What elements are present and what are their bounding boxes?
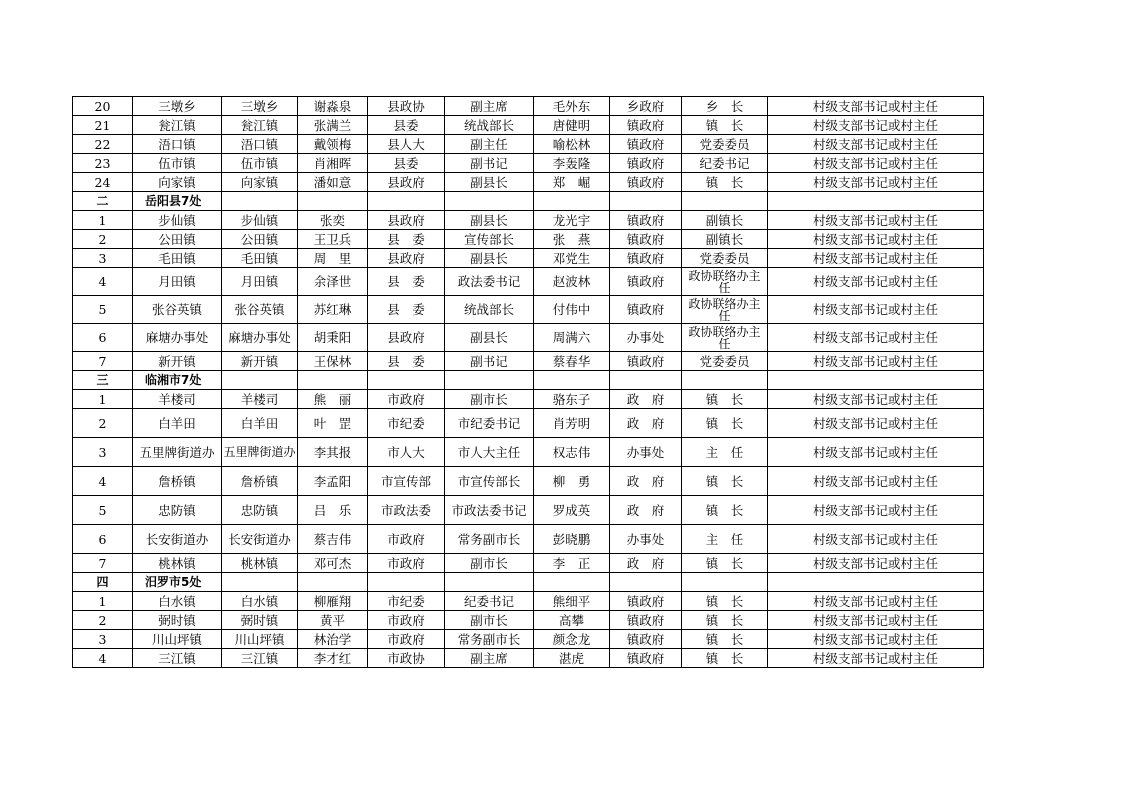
leader-unit-cell: 县 委	[368, 296, 445, 324]
cadre-name-cell: 柳 勇	[534, 467, 610, 496]
empty-cell	[682, 573, 768, 592]
leader-post-cell: 常务副市长	[445, 525, 534, 554]
empty-cell	[445, 371, 534, 390]
town-cell: 桃林镇	[222, 554, 298, 573]
empty-cell	[682, 371, 768, 390]
section-header-row	[73, 573, 984, 592]
table-row	[73, 116, 984, 135]
target-cell: 村级支部书记或村主任	[768, 173, 984, 192]
cadre-unit-cell: 镇政府	[610, 268, 682, 296]
seq-cell: 5	[73, 296, 133, 324]
seq-cell: 5	[73, 496, 133, 525]
target-cell: 村级支部书记或村主任	[768, 592, 984, 611]
leader-name-cell: 胡秉阳	[298, 324, 368, 352]
leader-post-cell: 政法委书记	[445, 268, 534, 296]
cadre-unit-cell: 政 府	[610, 467, 682, 496]
section-index: 三	[73, 371, 133, 390]
table-row	[73, 211, 984, 230]
target-cell: 村级支部书记或村主任	[768, 438, 984, 467]
target-cell: 村级支部书记或村主任	[768, 324, 984, 352]
town-cell: 川山坪镇	[222, 630, 298, 649]
seq-cell: 4	[73, 467, 133, 496]
cadre-unit-cell: 政 府	[610, 554, 682, 573]
leader-name-cell: 柳雁翔	[298, 592, 368, 611]
cadre-unit-cell: 镇政府	[610, 173, 682, 192]
target-cell: 村级支部书记或村主任	[768, 649, 984, 668]
table-row	[73, 611, 984, 630]
leader-unit-cell: 市纪委	[368, 409, 445, 438]
table-row	[73, 630, 984, 649]
cadre-unit-cell: 政 府	[610, 390, 682, 409]
leader-name-cell: 周 里	[298, 249, 368, 268]
cadre-name-cell: 罗成英	[534, 496, 610, 525]
leader-unit-cell: 市政府	[368, 525, 445, 554]
empty-cell	[768, 371, 984, 390]
leader-unit-cell: 县政府	[368, 173, 445, 192]
empty-cell	[610, 192, 682, 211]
leader-post-cell: 副市长	[445, 611, 534, 630]
table-row	[73, 296, 984, 324]
target-cell: 村级支部书记或村主任	[768, 409, 984, 438]
town-cell: 瓮江镇	[222, 116, 298, 135]
contact-unit-cell: 詹桥镇	[133, 467, 222, 496]
leader-post-cell: 市纪委书记	[445, 409, 534, 438]
contact-unit-cell: 麻塘办事处	[133, 324, 222, 352]
cadre-unit-cell: 镇政府	[610, 649, 682, 668]
town-cell: 公田镇	[222, 230, 298, 249]
leader-name-cell: 吕 乐	[298, 496, 368, 525]
leader-post-cell: 副县长	[445, 173, 534, 192]
seq-cell: 7	[73, 554, 133, 573]
contact-unit-cell: 伍市镇	[133, 154, 222, 173]
cadre-post-cell: 镇 长	[682, 409, 768, 438]
town-cell: 白羊田	[222, 409, 298, 438]
leader-unit-cell: 县委	[368, 116, 445, 135]
empty-cell	[222, 192, 298, 211]
leader-post-cell: 副主席	[445, 649, 534, 668]
cadre-name-cell: 赵波林	[534, 268, 610, 296]
empty-cell	[534, 192, 610, 211]
contact-unit-cell: 公田镇	[133, 230, 222, 249]
leader-unit-cell: 县政府	[368, 249, 445, 268]
leader-name-cell: 谢淼泉	[298, 97, 368, 116]
cadre-unit-cell: 镇政府	[610, 296, 682, 324]
cadre-name-cell: 唐健明	[534, 116, 610, 135]
cadre-post-cell: 镇 长	[682, 554, 768, 573]
table-row	[73, 97, 984, 116]
empty-cell	[298, 573, 368, 592]
table-row	[73, 268, 984, 296]
cadre-unit-cell: 镇政府	[610, 630, 682, 649]
contact-unit-cell: 新开镇	[133, 352, 222, 371]
contact-unit-cell: 白羊田	[133, 409, 222, 438]
cadre-name-cell: 付伟中	[534, 296, 610, 324]
seq-cell: 3	[73, 438, 133, 467]
cadre-unit-cell: 政 府	[610, 409, 682, 438]
cadre-post-cell: 纪委书记	[682, 154, 768, 173]
cadre-name-cell: 喻松林	[534, 135, 610, 154]
leader-unit-cell: 市政府	[368, 630, 445, 649]
town-cell: 向家镇	[222, 173, 298, 192]
empty-cell	[298, 371, 368, 390]
cadre-unit-cell: 镇政府	[610, 592, 682, 611]
contact-unit-cell: 忠防镇	[133, 496, 222, 525]
cadre-name-cell: 毛外东	[534, 97, 610, 116]
town-cell: 伍市镇	[222, 154, 298, 173]
cadre-name-cell: 熊细平	[534, 592, 610, 611]
target-cell: 村级支部书记或村主任	[768, 268, 984, 296]
target-cell: 村级支部书记或村主任	[768, 211, 984, 230]
leader-post-cell: 副县长	[445, 324, 534, 352]
section-header-row	[73, 192, 984, 211]
cadre-unit-cell: 办事处	[610, 438, 682, 467]
section-title: 汨罗市5处	[133, 573, 222, 592]
town-cell: 五里牌街道办	[222, 438, 298, 467]
seq-cell: 1	[73, 390, 133, 409]
seq-cell: 20	[73, 97, 133, 116]
empty-cell	[368, 192, 445, 211]
seq-cell: 1	[73, 211, 133, 230]
table-row	[73, 352, 984, 371]
target-cell: 村级支部书记或村主任	[768, 611, 984, 630]
contact-unit-cell: 步仙镇	[133, 211, 222, 230]
target-cell: 村级支部书记或村主任	[768, 249, 984, 268]
cadre-unit-cell: 镇政府	[610, 135, 682, 154]
section-title: 临湘市7处	[133, 371, 222, 390]
leader-unit-cell: 县 委	[368, 352, 445, 371]
contact-unit-cell: 羊楼司	[133, 390, 222, 409]
empty-cell	[222, 573, 298, 592]
cadre-post-cell: 镇 长	[682, 467, 768, 496]
cadre-post-cell: 副镇长	[682, 230, 768, 249]
cadre-unit-cell: 镇政府	[610, 154, 682, 173]
table-row	[73, 592, 984, 611]
leader-unit-cell: 市政府	[368, 554, 445, 573]
seq-cell: 1	[73, 592, 133, 611]
leader-unit-cell: 市纪委	[368, 592, 445, 611]
table-row	[73, 496, 984, 525]
contact-unit-cell: 川山坪镇	[133, 630, 222, 649]
cadre-post-cell: 镇 长	[682, 592, 768, 611]
leader-post-cell: 副市长	[445, 390, 534, 409]
target-cell: 村级支部书记或村主任	[768, 154, 984, 173]
contact-unit-cell: 三江镇	[133, 649, 222, 668]
cadre-name-cell: 蔡春华	[534, 352, 610, 371]
cadre-name-cell: 郑 崛	[534, 173, 610, 192]
cadre-unit-cell: 镇政府	[610, 611, 682, 630]
leader-name-cell: 熊 丽	[298, 390, 368, 409]
section-header-row	[73, 371, 984, 390]
table-row	[73, 173, 984, 192]
town-cell: 步仙镇	[222, 211, 298, 230]
target-cell: 村级支部书记或村主任	[768, 554, 984, 573]
target-cell: 村级支部书记或村主任	[768, 97, 984, 116]
town-cell: 詹桥镇	[222, 467, 298, 496]
table-row	[73, 154, 984, 173]
cadre-post-cell: 镇 长	[682, 116, 768, 135]
empty-cell	[368, 371, 445, 390]
leader-post-cell: 副书记	[445, 352, 534, 371]
cadre-post-cell: 党委委员	[682, 352, 768, 371]
cadre-name-cell: 李轰隆	[534, 154, 610, 173]
leader-name-cell: 李其报	[298, 438, 368, 467]
contact-unit-cell: 三墩乡	[133, 97, 222, 116]
cadre-post-cell: 政协联络办主任	[682, 296, 768, 324]
cadre-name-cell: 湛虎	[534, 649, 610, 668]
town-cell: 三墩乡	[222, 97, 298, 116]
seq-cell: 3	[73, 630, 133, 649]
cadre-post-cell: 副镇长	[682, 211, 768, 230]
leader-unit-cell: 县政府	[368, 324, 445, 352]
contact-unit-cell: 张谷英镇	[133, 296, 222, 324]
target-cell: 村级支部书记或村主任	[768, 296, 984, 324]
target-cell: 村级支部书记或村主任	[768, 496, 984, 525]
seq-cell: 24	[73, 173, 133, 192]
contact-unit-cell: 毛田镇	[133, 249, 222, 268]
cadre-post-cell: 乡 长	[682, 97, 768, 116]
seq-cell: 2	[73, 409, 133, 438]
section-title: 岳阳县7处	[133, 192, 222, 211]
town-cell: 月田镇	[222, 268, 298, 296]
leader-post-cell: 副书记	[445, 154, 534, 173]
target-cell: 村级支部书记或村主任	[768, 525, 984, 554]
leader-name-cell: 潘如意	[298, 173, 368, 192]
town-cell: 新开镇	[222, 352, 298, 371]
empty-cell	[610, 371, 682, 390]
cadre-name-cell: 肖芳明	[534, 409, 610, 438]
seq-cell: 22	[73, 135, 133, 154]
leader-unit-cell: 市政府	[368, 390, 445, 409]
leader-name-cell: 王卫兵	[298, 230, 368, 249]
leader-post-cell: 市宣传部长	[445, 467, 534, 496]
cadre-unit-cell: 乡政府	[610, 97, 682, 116]
leader-unit-cell: 县 委	[368, 268, 445, 296]
seq-cell: 6	[73, 324, 133, 352]
leader-unit-cell: 县政府	[368, 211, 445, 230]
seq-cell: 2	[73, 611, 133, 630]
cadre-name-cell: 龙光宇	[534, 211, 610, 230]
leader-post-cell: 统战部长	[445, 116, 534, 135]
town-cell: 弼时镇	[222, 611, 298, 630]
cadre-unit-cell: 办事处	[610, 525, 682, 554]
seq-cell: 21	[73, 116, 133, 135]
empty-cell	[445, 573, 534, 592]
leader-unit-cell: 市政府	[368, 611, 445, 630]
leader-unit-cell: 县人大	[368, 135, 445, 154]
leader-unit-cell: 县委	[368, 154, 445, 173]
empty-cell	[534, 371, 610, 390]
leader-name-cell: 李才红	[298, 649, 368, 668]
leader-unit-cell: 县 委	[368, 230, 445, 249]
cadre-unit-cell: 政 府	[610, 496, 682, 525]
leader-post-cell: 纪委书记	[445, 592, 534, 611]
table-row	[73, 324, 984, 352]
empty-cell	[368, 573, 445, 592]
cadre-post-cell: 政协联络办主任	[682, 324, 768, 352]
leader-post-cell: 常务副市长	[445, 630, 534, 649]
contact-unit-cell: 弼时镇	[133, 611, 222, 630]
table-row	[73, 230, 984, 249]
contact-unit-cell: 长安街道办	[133, 525, 222, 554]
target-cell: 村级支部书记或村主任	[768, 390, 984, 409]
leader-post-cell: 副主席	[445, 97, 534, 116]
leader-post-cell: 市人大主任	[445, 438, 534, 467]
leader-post-cell: 市政法委书记	[445, 496, 534, 525]
cadre-name-cell: 骆东子	[534, 390, 610, 409]
table-row	[73, 390, 984, 409]
town-cell: 浯口镇	[222, 135, 298, 154]
leader-post-cell: 副县长	[445, 249, 534, 268]
empty-cell	[682, 192, 768, 211]
leader-post-cell: 宣传部长	[445, 230, 534, 249]
cadre-unit-cell: 镇政府	[610, 352, 682, 371]
cadre-unit-cell: 办事处	[610, 324, 682, 352]
leader-name-cell: 张满兰	[298, 116, 368, 135]
leader-name-cell: 王保林	[298, 352, 368, 371]
seq-cell: 7	[73, 352, 133, 371]
contact-unit-cell: 瓮江镇	[133, 116, 222, 135]
data-table	[72, 96, 984, 668]
empty-cell	[610, 573, 682, 592]
seq-cell: 6	[73, 525, 133, 554]
section-index: 四	[73, 573, 133, 592]
leader-post-cell: 副主任	[445, 135, 534, 154]
target-cell: 村级支部书记或村主任	[768, 352, 984, 371]
table-row	[73, 467, 984, 496]
leader-post-cell: 副市长	[445, 554, 534, 573]
cadre-name-cell: 张 燕	[534, 230, 610, 249]
leader-name-cell: 叶 罡	[298, 409, 368, 438]
town-cell: 羊楼司	[222, 390, 298, 409]
leader-name-cell: 邓可杰	[298, 554, 368, 573]
seq-cell: 23	[73, 154, 133, 173]
contact-unit-cell: 向家镇	[133, 173, 222, 192]
cadre-post-cell: 镇 长	[682, 611, 768, 630]
leader-name-cell: 蔡吉伟	[298, 525, 368, 554]
town-cell: 麻塘办事处	[222, 324, 298, 352]
contact-unit-cell: 浯口镇	[133, 135, 222, 154]
leader-name-cell: 苏红琳	[298, 296, 368, 324]
cadre-name-cell: 周满六	[534, 324, 610, 352]
table-row	[73, 249, 984, 268]
cadre-post-cell: 党委委员	[682, 249, 768, 268]
leader-name-cell: 肖湘晖	[298, 154, 368, 173]
leader-name-cell: 余泽世	[298, 268, 368, 296]
cadre-post-cell: 主 任	[682, 525, 768, 554]
town-cell: 长安街道办	[222, 525, 298, 554]
target-cell: 村级支部书记或村主任	[768, 630, 984, 649]
seq-cell: 4	[73, 268, 133, 296]
leader-unit-cell: 市宣传部	[368, 467, 445, 496]
leader-unit-cell: 县政协	[368, 97, 445, 116]
cadre-post-cell: 政协联络办主任	[682, 268, 768, 296]
cadre-unit-cell: 镇政府	[610, 116, 682, 135]
town-cell: 白水镇	[222, 592, 298, 611]
leader-post-cell: 统战部长	[445, 296, 534, 324]
cadre-name-cell: 权志伟	[534, 438, 610, 467]
town-cell: 三江镇	[222, 649, 298, 668]
town-cell: 张谷英镇	[222, 296, 298, 324]
cadre-post-cell: 镇 长	[682, 630, 768, 649]
leader-name-cell: 黄平	[298, 611, 368, 630]
leader-name-cell: 张奕	[298, 211, 368, 230]
table-row	[73, 135, 984, 154]
seq-cell: 3	[73, 249, 133, 268]
cadre-name-cell: 邓党生	[534, 249, 610, 268]
table-row	[73, 525, 984, 554]
leader-unit-cell: 市政法委	[368, 496, 445, 525]
town-cell: 毛田镇	[222, 249, 298, 268]
cadre-post-cell: 镇 长	[682, 649, 768, 668]
contact-unit-cell: 月田镇	[133, 268, 222, 296]
leader-unit-cell: 市人大	[368, 438, 445, 467]
cadre-post-cell: 镇 长	[682, 173, 768, 192]
empty-cell	[768, 573, 984, 592]
table-row	[73, 438, 984, 467]
target-cell: 村级支部书记或村主任	[768, 467, 984, 496]
empty-cell	[534, 573, 610, 592]
target-cell: 村级支部书记或村主任	[768, 230, 984, 249]
table-row	[73, 649, 984, 668]
cadre-post-cell: 镇 长	[682, 496, 768, 525]
cadre-unit-cell: 镇政府	[610, 230, 682, 249]
cadre-name-cell: 高攀	[534, 611, 610, 630]
cadre-name-cell: 颜念龙	[534, 630, 610, 649]
town-cell: 忠防镇	[222, 496, 298, 525]
table-row	[73, 554, 984, 573]
leader-name-cell: 李孟阳	[298, 467, 368, 496]
contact-unit-cell: 白水镇	[133, 592, 222, 611]
contact-unit-cell: 五里牌街道办	[133, 438, 222, 467]
cadre-post-cell: 党委委员	[682, 135, 768, 154]
cadre-unit-cell: 镇政府	[610, 249, 682, 268]
target-cell: 村级支部书记或村主任	[768, 116, 984, 135]
leader-unit-cell: 市政协	[368, 649, 445, 668]
cadre-name-cell: 彭晓鹏	[534, 525, 610, 554]
cadre-unit-cell: 镇政府	[610, 211, 682, 230]
cadre-post-cell: 镇 长	[682, 390, 768, 409]
cadre-name-cell: 李 正	[534, 554, 610, 573]
target-cell: 村级支部书记或村主任	[768, 135, 984, 154]
contact-unit-cell: 桃林镇	[133, 554, 222, 573]
empty-cell	[445, 192, 534, 211]
empty-cell	[222, 371, 298, 390]
cadre-post-cell: 主 任	[682, 438, 768, 467]
leader-post-cell: 副县长	[445, 211, 534, 230]
empty-cell	[298, 192, 368, 211]
empty-cell	[768, 192, 984, 211]
leader-name-cell: 戴领梅	[298, 135, 368, 154]
leader-name-cell: 林治学	[298, 630, 368, 649]
table-row	[73, 409, 984, 438]
section-index: 二	[73, 192, 133, 211]
seq-cell: 2	[73, 230, 133, 249]
seq-cell: 4	[73, 649, 133, 668]
